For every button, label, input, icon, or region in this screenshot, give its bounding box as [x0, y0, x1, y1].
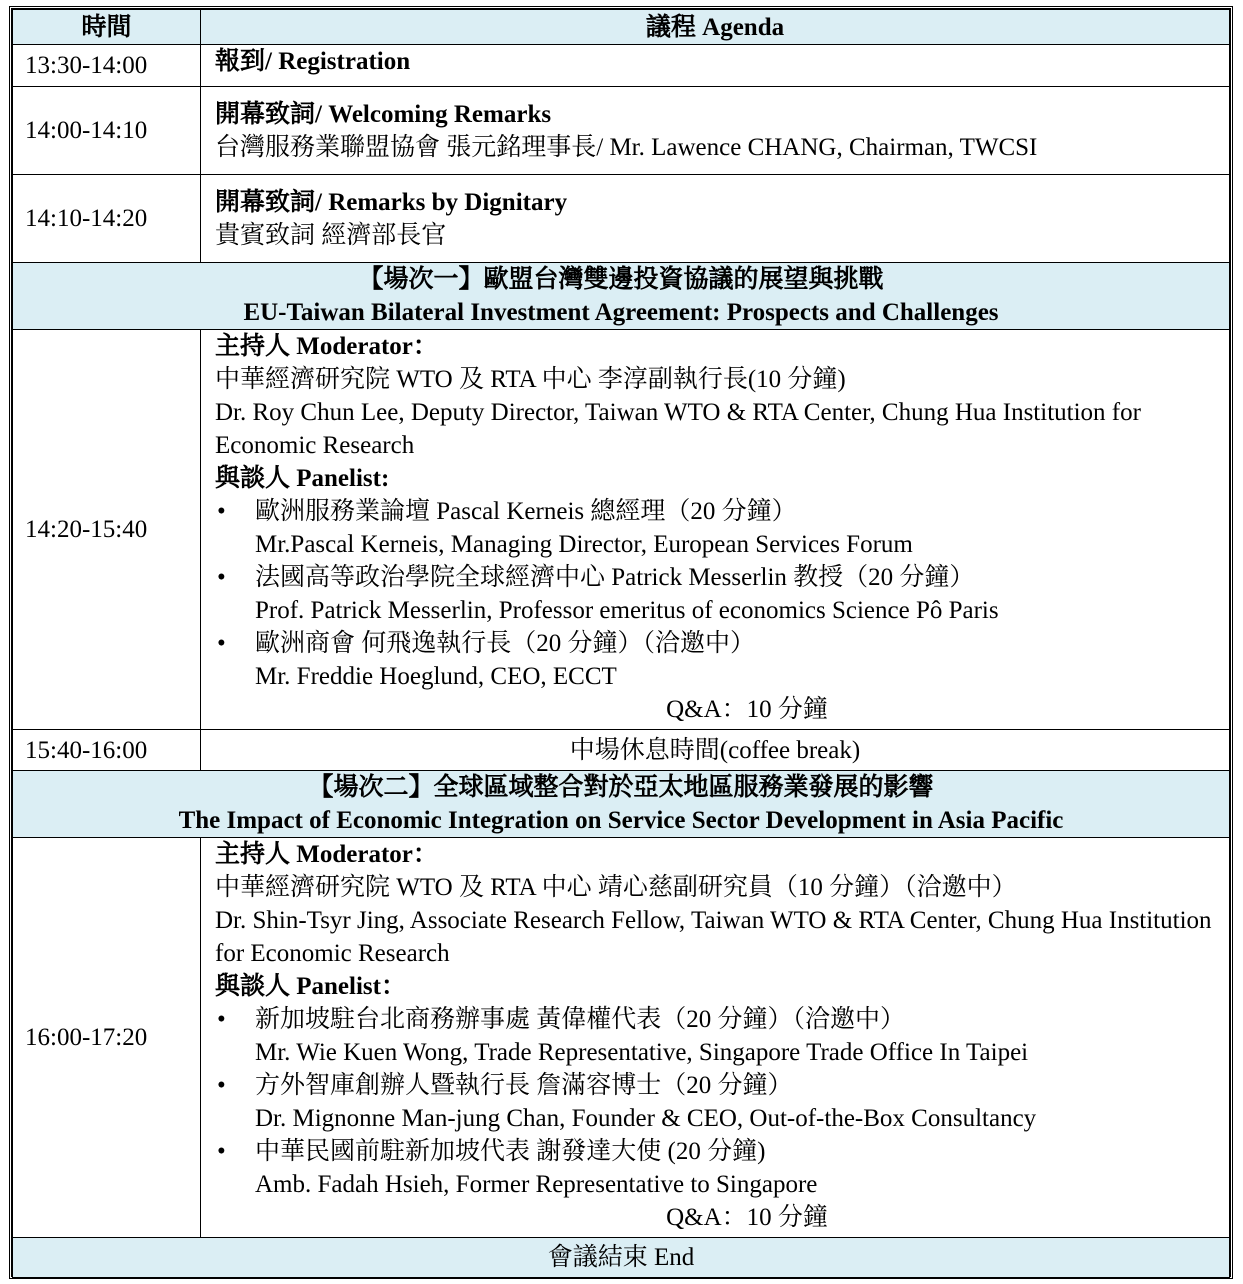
time-cell: 16:00-17:20 [13, 838, 201, 1238]
agenda-document [9, 6, 1233, 1279]
agenda-table [12, 9, 1230, 1278]
item-speaker: 台灣服務業聯盟協會 張元銘理事長/ Mr. Lawence CHANG, Chairman, TWCSI [215, 133, 1038, 161]
session-title [13, 771, 1230, 838]
moderator-zh: 中華經濟研究院 WTO 及 RTA 中心 李淳副執行長(10 分鐘) [215, 366, 846, 393]
moderator-zh: 中華經濟研究院 WTO 及 RTA 中心 靖心慈副研究員（10 分鐘）（洽邀中） [215, 874, 1017, 901]
panelist-en: Prof. Patrick Messerlin, Professor emeritus of economics Science Pô Paris [255, 597, 999, 624]
session1-row [13, 330, 1230, 730]
time-cell: 14:00-14:10 [13, 87, 201, 175]
panelist-en: Amb. Fadah Hsieh, Former Representative to Singapore [255, 1171, 818, 1198]
moderator-en: Dr. Roy Chun Lee, Deputy Director, Taiwan WTO & RTA Center, Chung Hua Institution for Economic Research [215, 399, 1141, 459]
item-title: 開幕致詞/ Welcoming Remarks [215, 100, 552, 128]
panelist-zh: • 歐洲服務業論壇 Pascal Kerneis 總經理（20 分鐘） [215, 495, 1229, 528]
session-title [13, 263, 1230, 330]
item-speaker: 貴賓致詞 經濟部長官 [215, 221, 447, 249]
end-label: 會議結束 End [13, 1238, 1230, 1278]
session2-row [13, 838, 1230, 1238]
header-time: 時間 [13, 10, 201, 45]
panelist-label: 與談人 Panelist： [215, 973, 406, 1000]
agenda-row-dignitary [13, 175, 1230, 263]
session-title-en: The Impact of Economic Integration on Service Sector Development in Asia Pacific [178, 807, 1064, 834]
session-title-zh: 【場次一】歐盟台灣雙邊投資協議的展望與挑戰 [358, 266, 884, 293]
panelist-zh: • 法國高等政治學院全球經濟中心 Patrick Messerlin 教授（20 分鐘） [215, 561, 1229, 594]
moderator-en: Dr. Shin-Tsyr Jing, Associate Research Fellow, Taiwan WTO & RTA Center, Chung Hua Institution for Economic Research [215, 907, 1212, 967]
session2-details [201, 838, 1230, 1238]
session1-header-row [13, 263, 1230, 330]
time-cell: 14:10-14:20 [13, 175, 201, 263]
time-cell: 13:30-14:00 [13, 45, 201, 87]
panelist-zh: • 歐洲商會 何飛逸執行長（20 分鐘）（洽邀中） [215, 627, 1229, 660]
item-title: 開幕致詞/ Remarks by Dignitary [215, 188, 568, 216]
panelist-en: Mr.Pascal Kerneis, Managing Director, European Services Forum [255, 531, 913, 558]
agenda-row-welcome [13, 87, 1230, 175]
item-title: 報到/ Registration [201, 45, 1230, 87]
panelist-en: Mr. Wie Kuen Wong, Trade Representative, Singapore Trade Office In Taipei [255, 1039, 1029, 1066]
session1-details [201, 330, 1230, 730]
break-label: 中場休息時間(coffee break) [201, 730, 1230, 771]
panelist-en: Mr. Freddie Hoeglund, CEO, ECCT [255, 663, 617, 690]
header-agenda: 議程 Agenda [201, 10, 1230, 45]
panelist-zh: • 方外智庫創辦人暨執行長 詹滿容博士（20 分鐘） [215, 1069, 1229, 1102]
session-title-en: EU-Taiwan Bilateral Investment Agreement: Prospects and Challenges [243, 299, 999, 326]
time-cell: 15:40-16:00 [13, 730, 201, 771]
qa-time: Q&A：10 分鐘 [666, 1204, 828, 1231]
panelist-label: 與談人 Panelist: [215, 465, 390, 492]
session-title-zh: 【場次二】全球區域整合對於亞太地區服務業發展的影響 [308, 774, 934, 801]
time-cell: 14:20-15:40 [13, 330, 201, 730]
moderator-label: 主持人 Moderator： [215, 333, 438, 360]
item-cell [201, 175, 1230, 263]
agenda-row-registration [13, 45, 1230, 87]
break-row [13, 730, 1230, 771]
session2-header-row [13, 771, 1230, 838]
item-cell [201, 87, 1230, 175]
header-row [13, 10, 1230, 45]
panelist-en: Dr. Mignonne Man-jung Chan, Founder & CEO, Out-of-the-Box Consultancy [255, 1105, 1037, 1132]
end-row [13, 1238, 1230, 1278]
moderator-label: 主持人 Moderator： [215, 841, 438, 868]
panelist-zh: • 中華民國前駐新加坡代表 謝發達大使 (20 分鐘) [215, 1135, 1229, 1168]
panelist-zh: • 新加坡駐台北商務辦事處 黃偉權代表（20 分鐘）（洽邀中） [215, 1003, 1229, 1036]
qa-time: Q&A：10 分鐘 [666, 696, 828, 723]
